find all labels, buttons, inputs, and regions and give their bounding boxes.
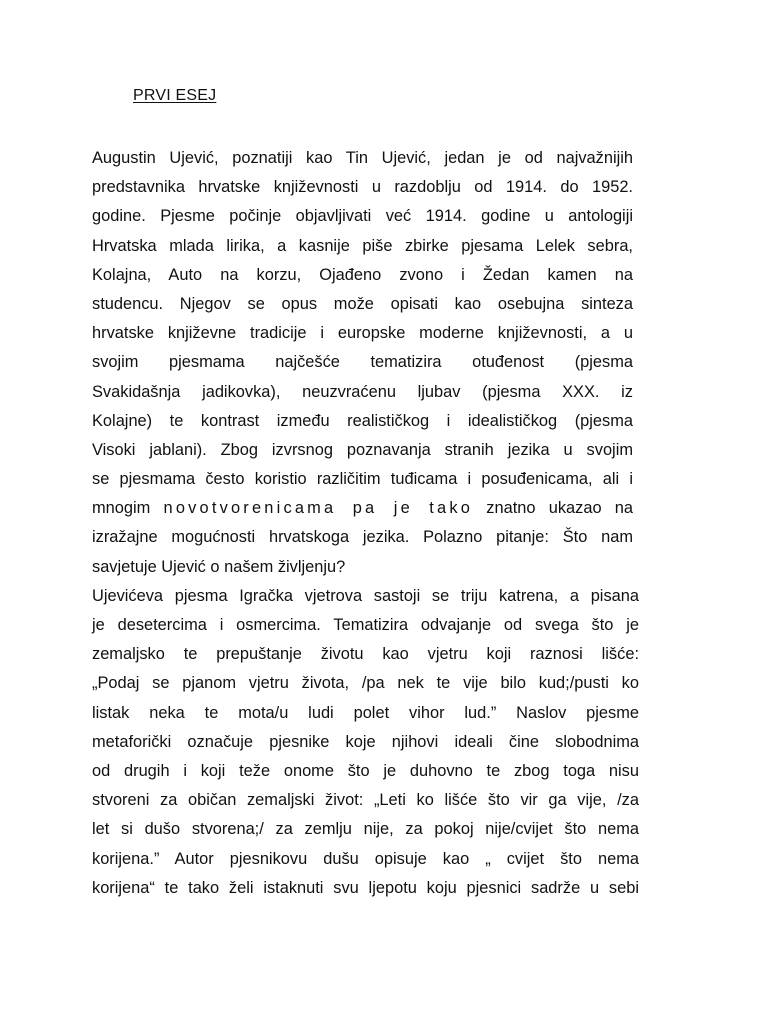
text-line: Ujevićeva pjesma Igračka vjetrova sastoji se triju katrena, a pisana [92,586,639,605]
essay-title: PRVI ESEJ [133,87,217,104]
text-line: metaforički označuje pjesnike koje njihovi ideali čine slobodnima [92,732,639,751]
text-line: Kolajne) te kontrast između realističkog i idealističkog (pjesma [92,411,633,430]
spaced-text-fragment: novotvorenicama pa je tako [163,499,474,518]
text-line: Augustin Ujević, poznatiji kao Tin Ujević, jedan je od najvažnijih [92,149,633,167]
text-line: svojim pjesmama najčešće tematizira otuđenost (pjesma [92,353,633,372]
text-line: korijena.” Autor pjesnikovu dušu opisuje kao „ cvijet što nema [92,849,639,868]
text-line: Kolajna, Auto na korzu, Ojađeno zvono i Žedan kamen na [92,265,633,284]
text-line: studencu. Njegov se opus može opisati kao osebujna sinteza [92,294,633,313]
text-line: hrvatske književne tradicije i europske moderne književnosti, a u [92,324,633,343]
text-line: se pjesmama često koristio različitim tuđicama i posuđenicama, ali i [92,470,633,489]
text-fragment: znatno ukazao na [486,499,633,518]
text-line: stvoreni za običan zemaljski život: „Leti ko lišće što vir ga vije, /za [92,791,639,810]
text-line: godine. Pjesme počinje objavljivati već 1914. godine u antologiji [92,207,633,226]
text-fragment: mnogim [92,499,151,518]
text-line: korijena“ te tako želi istaknuti svu ljepotu koju pjesnici sadrže u sebi [92,878,639,897]
text-line: „Podaj se pjanom vjetru života, /pa nek te vije bilo kud;/pusti ko [92,674,639,693]
text-line: predstavnika hrvatske književnosti u razdoblju od 1914. do 1952. [92,178,633,197]
text-line: Hrvatska mlada lirika, a kasnije piše zbirke pjesama Lelek sebra, [92,236,633,255]
text-line: zemaljsko te prepuštanje životu kao vjetru koji raznosi lišće: [92,645,639,664]
text-line: Visoki jablani). Zbog izvrsnog poznavanja stranih jezika u svojim [92,440,633,459]
text-line: izražajne mogućnosti hrvatskoga jezika. Polazno pitanje: Što nam [92,528,633,547]
text-line: let si dušo stvorena;/ za zemlju nije, za pokoj nije/cvijet što nema [92,820,639,839]
text-line: je desetercima i osmercima. Tematizira odvajanje od svega što je [92,616,639,634]
text-line: od drugih i koji teže onome što je duhovno te zbog toga nisu [92,761,639,780]
text-line: Svakidašnja jadikovka), neuzvraćenu ljubav (pjesma XXX. iz [92,382,633,401]
text-line: savjetuje Ujević o našem življenju? [92,557,346,576]
text-line [92,494,633,523]
text-line: listak neka te mota/u ludi polet vihor lud.” Naslov pjesme [92,703,639,722]
essay-body [92,144,639,903]
